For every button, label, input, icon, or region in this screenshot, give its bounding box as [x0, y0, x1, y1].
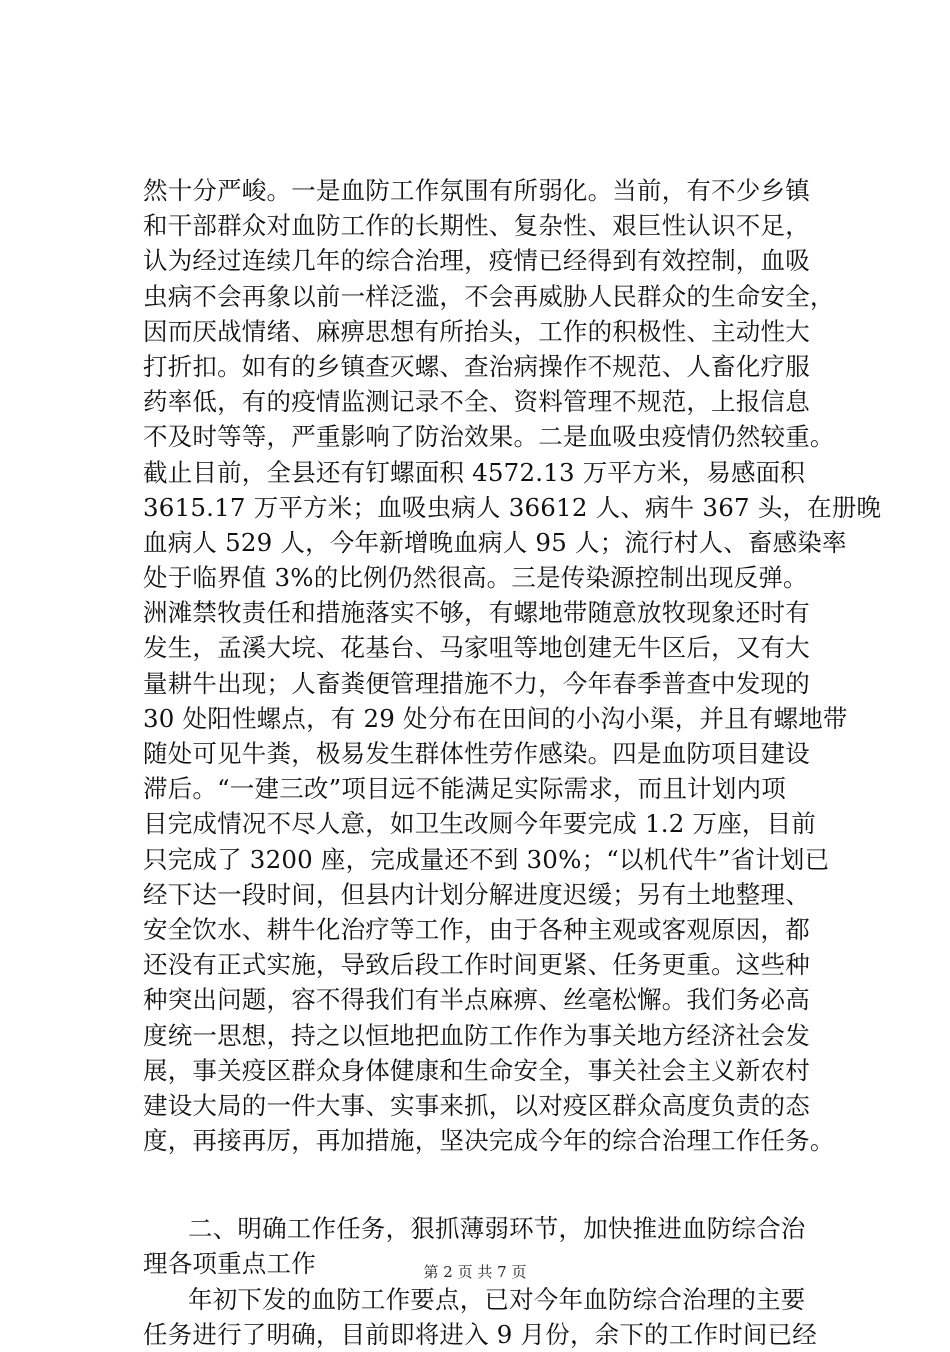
text-line: 只完成了 3200 座，完成量还不到 30%；“以机代牛”省计划已 — [143, 844, 830, 874]
text-line: 还没有正式实施，导致后段工作时间更紧、任务更重。这些种 — [143, 950, 810, 980]
text-line: 目完成情况不尽人意，如卫生改厕今年要完成 1.2 万座，目前 — [143, 809, 817, 839]
paragraph-2 — [143, 1282, 863, 1352]
text-line: 30 处阳性螺点，有 29 处分布在田间的小沟小渠，并且有螺地带 — [143, 703, 848, 733]
text-line: 和干部群众对血防工作的长期性、复杂性、艰巨性认识不足， — [143, 211, 810, 241]
text-line: 洲滩禁牧责任和措施落实不够，有螺地带随意放牧现象还时有 — [143, 598, 810, 628]
text-line: 3615.17 万平方米；血吸虫病人 36612 人、病牛 367 头，在册晚 — [143, 492, 882, 522]
text-line: 滞后。“一建三改”项目远不能满足实际需求，而且计划内项 — [143, 774, 786, 804]
text-line: 展，事关疫区群众身体健康和生命安全，事关社会主义新农村 — [143, 1055, 810, 1085]
text-line: 处于临界值 3%的比例仍然很高。三是传染源控制出现反弹。 — [143, 563, 808, 593]
text-line: 虫病不会再象以前一样泛滥，不会再威胁人民群众的生命安全， — [143, 281, 835, 311]
text-line: 然十分严峻。一是血防工作氛围有所弱化。当前，有不少乡镇 — [143, 176, 810, 205]
page-footer: 第 2 页 共 7 页 — [423, 1263, 527, 1281]
section-heading-line: 理各项重点工作 — [143, 1249, 316, 1279]
text-line: 度，再接再厉，再加措施，坚决完成今年的综合治理工作任务。 — [143, 1126, 835, 1156]
text-line: 截止目前，全县还有钉螺面积 4572.13 万平方米，易感面积 — [143, 457, 806, 487]
text-line: 度统一思想，持之以恒地把血防工作作为事关地方经济社会发 — [143, 1020, 810, 1050]
text-line: 安全饮水、耕牛化治疗等工作，由于各种主观或客观原因，都 — [143, 914, 810, 944]
text-line: 随处可见牛粪，极易发生群体性劳作感染。四是血防项目建设 — [143, 739, 810, 768]
text-line: 年初下发的血防工作要点，已对今年血防综合治理的主要 — [188, 1284, 806, 1314]
text-line: 经下达一段时间，但县内计划分解进度迟缓；另有土地整理、 — [143, 879, 810, 909]
text-line: 因而厌战情绪、麻痹思想有所抬头，工作的积极性、主动性大 — [143, 316, 810, 346]
text-line: 不及时等等，严重影响了防治效果。二是血吸虫疫情仍然较重。 — [143, 422, 835, 452]
text-line: 打折扣。如有的乡镇查灭螺、查治病操作不规范、人畜化疗服 — [143, 351, 810, 381]
paragraph-1 — [143, 173, 882, 1158]
document-body — [143, 173, 882, 1352]
text-line: 量耕牛出现；人畜粪便管理措施不力，今年春季普查中发现的 — [143, 668, 810, 698]
text-line: 认为经过连续几年的综合治理，疫情已经得到有效控制，血吸 — [143, 246, 810, 276]
text-line: 建设大局的一件大事、实事来抓，以对疫区群众高度负责的态 — [143, 1090, 810, 1120]
text-line: 血病人 529 人，今年新增晚血病人 95 人；流行村人、畜感染率 — [143, 527, 847, 557]
text-line: 种突出问题，容不得我们有半点麻痹、丝毫松懈。我们务必高 — [143, 985, 810, 1015]
section-heading-line: 二、明确工作任务，狠抓薄弱环节，加快推进血防综合治 — [188, 1214, 806, 1244]
text-line: 发生，孟溪大垸、花基台、马家咀等地创建无牛区后，又有大 — [143, 633, 810, 663]
paragraph-spacer — [143, 1158, 863, 1211]
text-line: 任务进行了明确，目前即将进入 9 月份，余下的工作时间已经 — [143, 1319, 817, 1349]
text-line: 药率低，有的疫情监测记录不全、资料管理不规范，上报信息 — [143, 387, 810, 417]
